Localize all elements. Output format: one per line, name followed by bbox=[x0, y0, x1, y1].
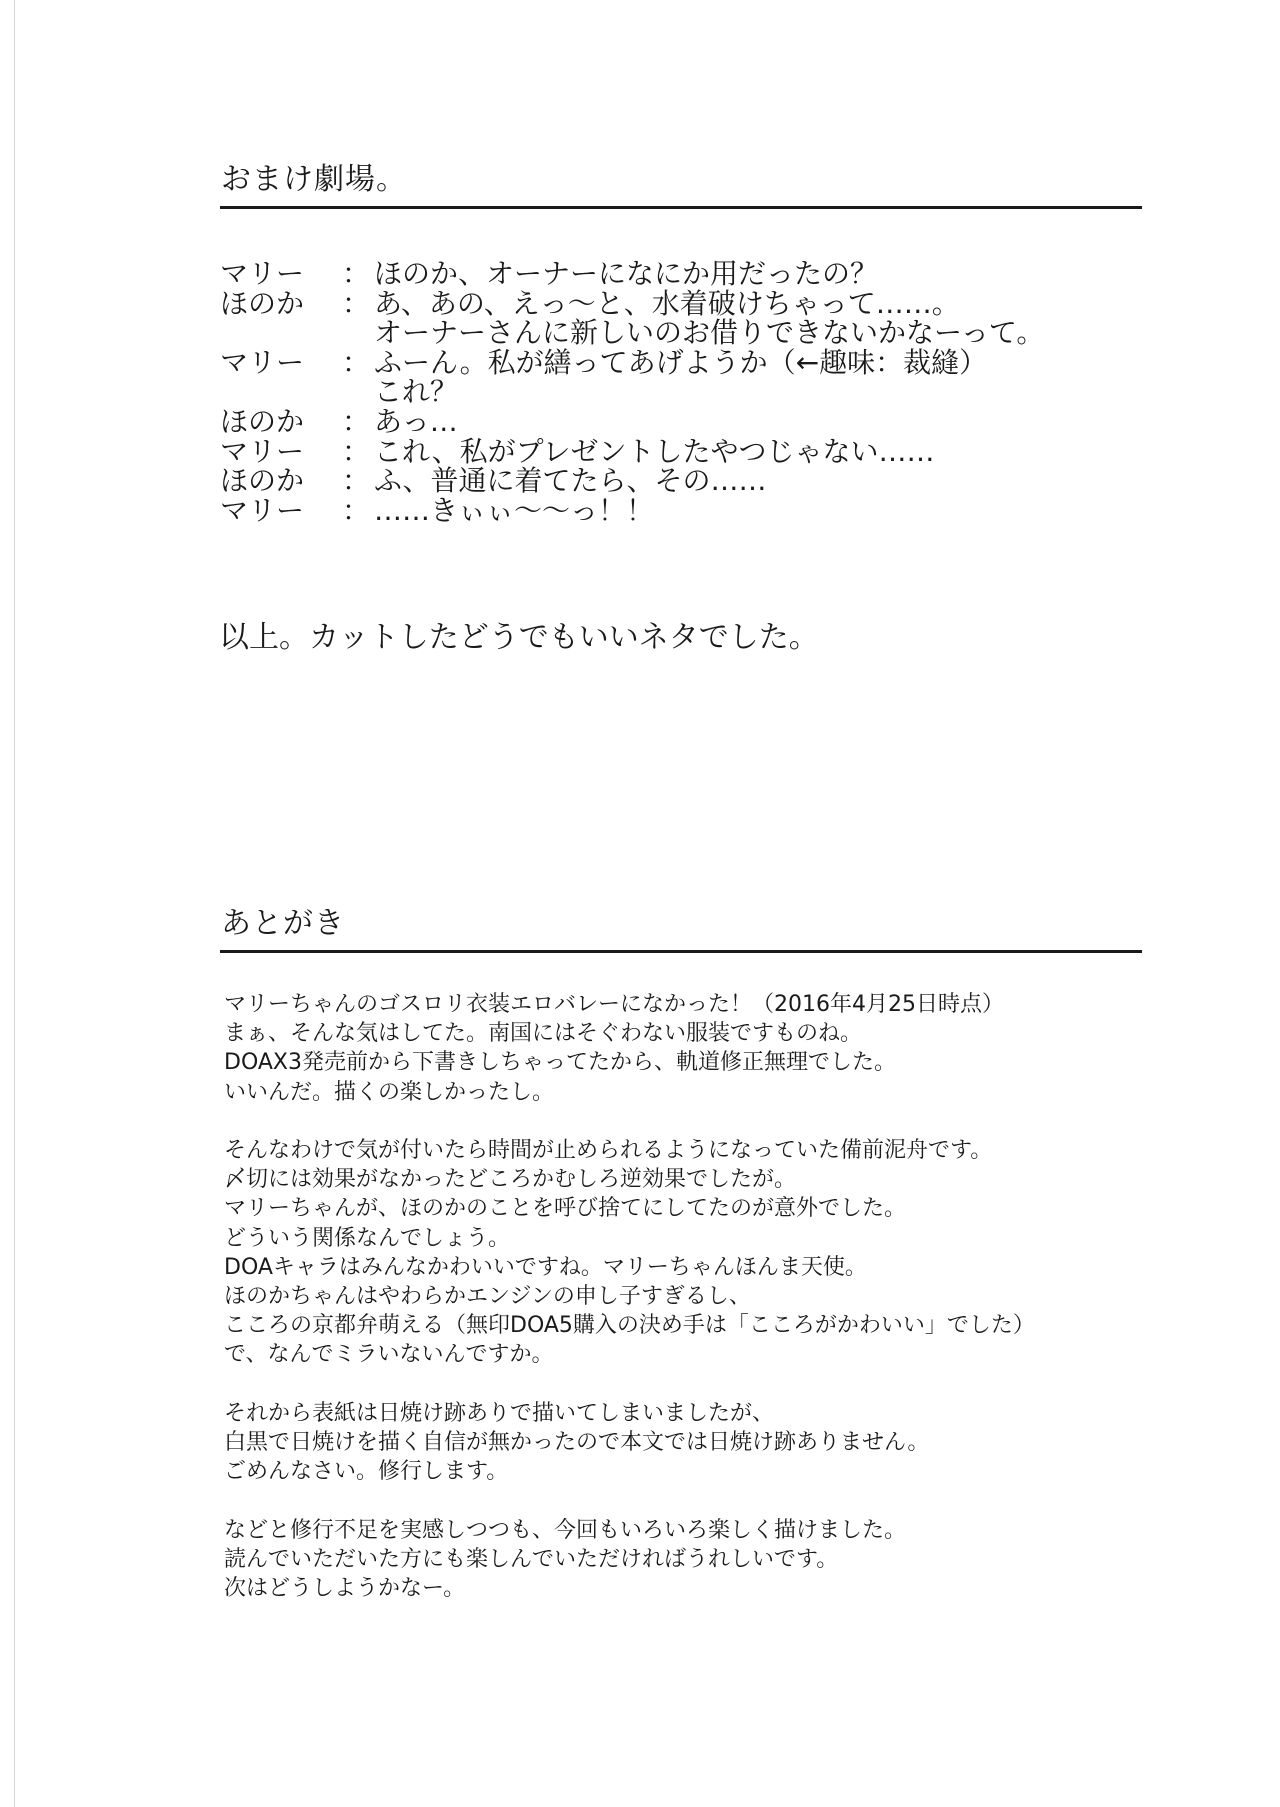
afterword-line: DOAX3発売前から下書きしちゃってたから、軌道修正無理でした。 bbox=[224, 1050, 896, 1076]
dialogue-text: これ、私がプレゼントしたやつじゃない…… bbox=[374, 434, 935, 468]
omake-dialogue bbox=[220, 259, 1044, 525]
afterword-paragraph bbox=[224, 990, 1035, 1107]
dialogue-colon: ： bbox=[341, 464, 370, 498]
afterword-line: こころの京都弁萌える（無印DOA5購入の決め手は「こころがかわいい」でした） bbox=[224, 1313, 1035, 1339]
afterword-heading: あとがき bbox=[221, 906, 345, 941]
dialogue-line bbox=[220, 286, 1044, 320]
afterword-line: などと修行不足を実感しつつも、今回もいろいろ楽しく描けました。 bbox=[224, 1517, 907, 1543]
afterword-paragraph bbox=[224, 1399, 1035, 1487]
dialogue-line bbox=[220, 377, 1044, 407]
dialogue-text: ほのか、オーナーになにか用だったの？ bbox=[374, 257, 879, 290]
dialogue-speaker: マリー bbox=[220, 434, 305, 468]
dialogue-line bbox=[220, 434, 1044, 468]
omake-heading: おまけ劇場。 bbox=[221, 162, 407, 197]
dialogue-speaker: ほのか bbox=[220, 464, 305, 498]
dialogue-speaker: ほのか bbox=[220, 404, 305, 438]
afterword-line: いいんだ。描くの楽しかったし。 bbox=[224, 1079, 555, 1105]
dialogue-speaker: ほのか bbox=[220, 286, 305, 320]
dialogue-line bbox=[220, 466, 1044, 496]
dialogue-speaker bbox=[220, 318, 338, 348]
afterword-line: 読んでいただいた方にも楽しんでいただければうれしいです。 bbox=[224, 1546, 839, 1572]
page-edge bbox=[14, 0, 15, 1807]
afterword-paragraph bbox=[224, 1516, 1035, 1604]
afterword-line: DOAキャラはみんなかわいいですね。マリーちゃんほんま天使。 bbox=[224, 1254, 867, 1280]
afterword-paragraph bbox=[224, 1136, 1035, 1370]
dialogue-colon bbox=[338, 318, 374, 348]
afterword-line: ほのかちゃんはやわらかエンジンの申し子すぎるし、 bbox=[224, 1284, 751, 1310]
dialogue-line bbox=[220, 493, 1044, 527]
dialogue-line bbox=[220, 404, 1044, 438]
afterword-line: 白黒で日焼けを描く自信が無かったので本文では日焼け跡ありません。 bbox=[224, 1430, 930, 1456]
dialogue-line bbox=[220, 318, 1044, 348]
dialogue-colon: ： bbox=[341, 345, 370, 379]
afterword-line: まぁ、そんな気はしてた。南国にはそぐわない服装ですものね。 bbox=[224, 1021, 863, 1047]
afterword-line: それから表紙は日焼け跡ありで描いてしまいましたが、 bbox=[224, 1400, 775, 1426]
afterword-line: で、なんでミラいないんですか。 bbox=[224, 1342, 554, 1368]
dialogue-colon: ： bbox=[341, 404, 370, 438]
dialogue-colon: ： bbox=[341, 286, 370, 320]
afterword-line: ごめんなさい。修行します。 bbox=[224, 1459, 509, 1485]
dialogue-speaker: マリー bbox=[220, 493, 305, 527]
dialogue-colon: ： bbox=[341, 257, 370, 290]
afterword-line: マリーちゃんが、ほのかのことを呼び捨てにしてたのが意外でした。 bbox=[224, 1196, 907, 1222]
dialogue-text: あっ… bbox=[374, 404, 458, 438]
dialogue-speaker: マリー bbox=[220, 345, 305, 379]
afterword-line: どういう関係なんでしょう。 bbox=[224, 1225, 511, 1251]
dialogue-line bbox=[220, 345, 1044, 379]
afterword-line: 次はどうしようかなー。 bbox=[224, 1576, 466, 1602]
afterword-body bbox=[224, 990, 1035, 1632]
dialogue-speaker bbox=[220, 377, 338, 407]
dialogue-text: これ？ bbox=[374, 375, 459, 409]
dialogue-speaker: マリー bbox=[220, 257, 305, 290]
afterword-heading-rule bbox=[220, 950, 1142, 953]
dialogue-text: ふーん。私が繕ってあげようか（←趣味：裁縫） bbox=[374, 345, 988, 379]
dialogue-colon: ： bbox=[341, 493, 370, 527]
dialogue-text: オーナーさんに新しいのお借りできないかなーって。 bbox=[374, 316, 1045, 350]
dialogue-line bbox=[220, 259, 1044, 289]
dialogue-text: ……きぃぃ～～っ！！ bbox=[374, 493, 655, 527]
dialogue-colon: ： bbox=[341, 434, 370, 468]
afterword-line: マリーちゃんのゴスロリ衣装エロバレーになかった！（2016年4月25日時点） bbox=[224, 992, 1004, 1017]
omake-closing-note: 以上。カットしたどうでもいいネタでした。 bbox=[219, 620, 819, 655]
afterword-line: そんなわけで気が付いたら時間が止められるようになっていた備前泥舟です。 bbox=[224, 1138, 993, 1163]
dialogue-text: あ、あの、えっ～と、水着破けちゃって……。 bbox=[374, 286, 960, 320]
dialogue-text: ふ、普通に着てたら、その…… bbox=[374, 464, 767, 498]
omake-heading-rule bbox=[220, 206, 1142, 209]
dialogue-colon bbox=[338, 377, 374, 407]
afterword-line: 〆切には効果がなかったどころかむしろ逆効果でしたが。 bbox=[224, 1167, 797, 1193]
